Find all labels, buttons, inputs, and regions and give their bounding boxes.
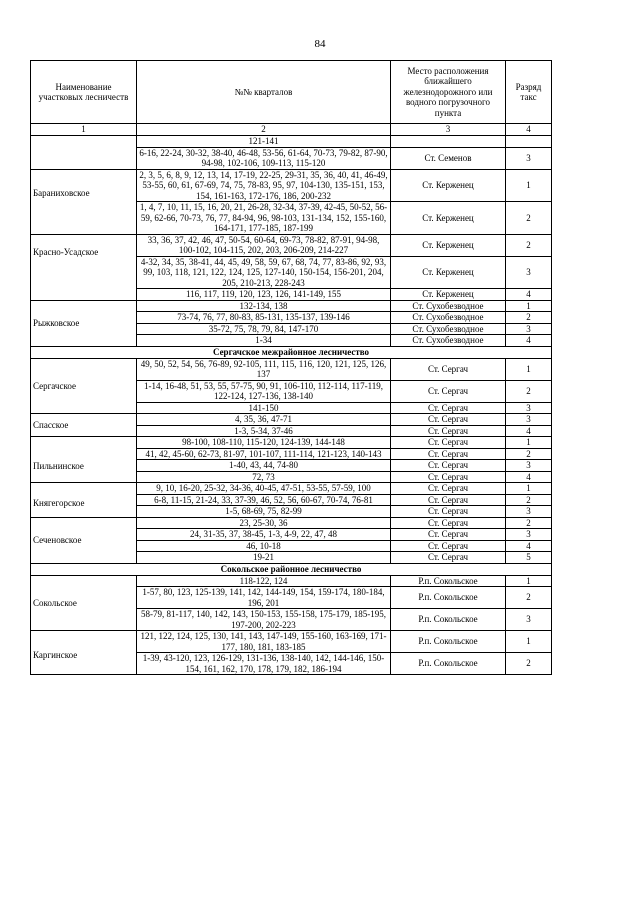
loading-point-cell: Ст. Сухобезводное xyxy=(391,335,506,347)
quarters-cell: 2, 3, 5, 6, 8, 9, 12, 13, 14, 17-19, 22-25, 29-31, 35, 36, 40, 41, 46-49, 53-55, 60, 61, 67-69, 74, 75, 78-83, 95, 97, 104-130, 135-151, 153, 154, 161-163, 172-176, 186, 200-232 xyxy=(137,169,391,202)
quarters-cell: 141-150 xyxy=(137,402,391,414)
tax-grade-cell: 4 xyxy=(506,335,552,347)
forestry-name-cell xyxy=(31,136,137,170)
tax-grade-cell: 2 xyxy=(506,312,552,324)
loading-point-cell: Ст. Керженец xyxy=(391,234,506,256)
table-row xyxy=(31,575,552,587)
forestry-name-cell: Пильнинское xyxy=(31,437,137,483)
loading-point-cell: Ст. Сергач xyxy=(391,517,506,529)
tax-grade-cell: 5 xyxy=(506,552,552,564)
quarters-cell: 49, 50, 52, 54, 56, 76-89, 92-105, 111, 115, 116, 120, 121, 125, 126, 137 xyxy=(137,358,391,380)
forestry-name-cell: Сеченовское xyxy=(31,517,137,563)
tax-grade-cell: 2 xyxy=(506,517,552,529)
tax-grade-cell: 2 xyxy=(506,202,552,235)
quarters-cell: 35-72, 75, 78, 79, 84, 147-170 xyxy=(137,323,391,335)
loading-point-cell xyxy=(391,136,506,148)
loading-point-cell: Ст. Сергач xyxy=(391,380,506,402)
tax-grade-cell: 3 xyxy=(506,402,552,414)
tax-grade-cell: 4 xyxy=(506,425,552,437)
tax-grade-cell: 1 xyxy=(506,358,552,380)
column-number: 2 xyxy=(137,124,391,136)
forestry-name-cell: Каргинское xyxy=(31,631,137,675)
quarters-cell: 116, 117, 119, 120, 123, 126, 141-149, 155 xyxy=(137,289,391,301)
tax-grade-cell: 1 xyxy=(506,300,552,312)
section-heading-row xyxy=(31,346,552,358)
loading-point-cell: Ст. Сергач xyxy=(391,402,506,414)
table-row xyxy=(31,631,552,653)
quarters-cell: 6-8, 11-15, 21-24, 33, 37-39, 46, 52, 56, 60-67, 70-74, 76-81 xyxy=(137,494,391,506)
column-number: 3 xyxy=(391,124,506,136)
tax-grade-cell: 3 xyxy=(506,609,552,631)
quarters-cell: 132-134, 138 xyxy=(137,300,391,312)
section-heading: Сергачское межрайонное лесничество xyxy=(31,346,552,358)
tax-grade-cell: 1 xyxy=(506,575,552,587)
loading-point-cell: Ст. Семенов xyxy=(391,147,506,169)
header-row xyxy=(31,61,552,124)
loading-point-cell: Ст. Керженец xyxy=(391,202,506,235)
tax-grade-cell: 1 xyxy=(506,631,552,653)
table-row xyxy=(31,169,552,202)
tax-grade-cell: 3 xyxy=(506,256,552,289)
forestry-name-cell: Сергачское xyxy=(31,358,137,414)
quarters-cell: 1-3, 5-34, 37-46 xyxy=(137,425,391,437)
loading-point-cell: Ст. Сергач xyxy=(391,540,506,552)
tax-grade-cell: 4 xyxy=(506,289,552,301)
table-row xyxy=(31,300,552,312)
forestry-name-cell: Княгегорское xyxy=(31,483,137,518)
quarters-cell: 121-141 xyxy=(137,136,391,148)
forestry-name-cell: Сокольское xyxy=(31,575,137,631)
quarters-cell: 1, 4, 7, 10, 11, 15, 16, 20, 21, 26-28, 32-34, 37-39, 42-45, 50-52, 56-59, 62-66, 70-73, 76, 77, 84-94, 96, 98-103, 131-134, 152, 155-160, 164-171, 177-185, 187-199 xyxy=(137,202,391,235)
tax-grade-cell: 1 xyxy=(506,483,552,495)
loading-point-cell: Р.п. Сокольское xyxy=(391,653,506,675)
quarters-cell: 98-100, 108-110, 115-120, 124-139, 144-148 xyxy=(137,437,391,449)
table-row xyxy=(31,517,552,529)
quarters-cell: 4, 35, 36, 47-71 xyxy=(137,414,391,426)
forestry-table xyxy=(30,60,552,675)
quarters-cell: 4-32, 34, 35, 38-41, 44, 45, 49, 58, 59, 67, 68, 74, 77, 83-86, 92, 93, 99, 103, 118, 121, 122, 124, 125, 127-140, 150-154, 156-201, 204, 205, 210-213, 228-243 xyxy=(137,256,391,289)
loading-point-cell: Ст. Керженец xyxy=(391,289,506,301)
loading-point-cell: Ст. Керженец xyxy=(391,256,506,289)
loading-point-cell: Ст. Сергач xyxy=(391,529,506,541)
quarters-cell: 1-14, 16-48, 51, 53, 55, 57-75, 90, 91, 106-110, 112-114, 117-119, 122-124, 127-136, 138-140 xyxy=(137,380,391,402)
tax-grade-cell: 3 xyxy=(506,460,552,472)
tax-grade-cell: 4 xyxy=(506,471,552,483)
header-quarters: №№ кварталов xyxy=(137,61,391,124)
loading-point-cell: Ст. Сергач xyxy=(391,460,506,472)
tax-grade-cell: 2 xyxy=(506,448,552,460)
section-heading-row xyxy=(31,563,552,575)
column-number: 4 xyxy=(506,124,552,136)
quarters-cell: 6-16, 22-24, 30-32, 38-40, 46-48, 53-56, 61-64, 70-73, 79-82, 87-90, 94-98, 102-106, 109-113, 115-120 xyxy=(137,147,391,169)
tax-grade-cell: 2 xyxy=(506,587,552,609)
table-row xyxy=(31,358,552,380)
section-heading: Сокольское районное лесничество xyxy=(31,563,552,575)
quarters-cell: 1-57, 80, 123, 125-139, 141, 142, 144-149, 154, 159-174, 180-184, 196, 201 xyxy=(137,587,391,609)
tax-grade-cell xyxy=(506,136,552,148)
header-tax-grade: Разряд такс xyxy=(506,61,552,124)
loading-point-cell: Ст. Сухобезводное xyxy=(391,312,506,324)
loading-point-cell: Ст. Сергач xyxy=(391,552,506,564)
quarters-cell: 1-40, 43, 44, 74-80 xyxy=(137,460,391,472)
loading-point-cell: Р.п. Сокольское xyxy=(391,587,506,609)
quarters-cell: 9, 10, 16-20, 25-32, 34-36, 40-45, 47-51, 53-55, 57-59, 100 xyxy=(137,483,391,495)
tax-grade-cell: 3 xyxy=(506,414,552,426)
forestry-name-cell: Бараниховское xyxy=(31,169,137,234)
loading-point-cell: Ст. Сергач xyxy=(391,494,506,506)
loading-point-cell: Ст. Сергач xyxy=(391,425,506,437)
loading-point-cell: Ст. Сергач xyxy=(391,471,506,483)
loading-point-cell: Ст. Сухобезводное xyxy=(391,300,506,312)
header-loading-point: Место расположения ближайшего железнодорожного или водного погрузочного пункта xyxy=(391,61,506,124)
loading-point-cell: Ст. Сергач xyxy=(391,448,506,460)
table-row xyxy=(31,234,552,256)
column-number: 1 xyxy=(31,124,137,136)
quarters-cell: 118-122, 124 xyxy=(137,575,391,587)
tax-grade-cell: 3 xyxy=(506,147,552,169)
table-row xyxy=(31,437,552,449)
loading-point-cell: Р.п. Сокольское xyxy=(391,575,506,587)
tax-grade-cell: 1 xyxy=(506,437,552,449)
loading-point-cell: Р.п. Сокольское xyxy=(391,631,506,653)
forestry-name-cell: Красно-Усадское xyxy=(31,234,137,300)
quarters-cell: 1-5, 68-69, 75, 82-99 xyxy=(137,506,391,518)
loading-point-cell: Ст. Сергач xyxy=(391,506,506,518)
tax-grade-cell: 2 xyxy=(506,380,552,402)
quarters-cell: 41, 42, 45-60, 62-73, 81-97, 101-107, 111-114, 121-123, 140-143 xyxy=(137,448,391,460)
column-number-row xyxy=(31,124,552,136)
tax-grade-cell: 3 xyxy=(506,529,552,541)
tax-grade-cell: 4 xyxy=(506,540,552,552)
header-forestry-name: Наименование участковых лесничеств xyxy=(31,61,137,124)
quarters-cell: 72, 73 xyxy=(137,471,391,483)
tax-grade-cell: 1 xyxy=(506,169,552,202)
forestry-name-cell: Рыжковское xyxy=(31,300,137,346)
tax-grade-cell: 2 xyxy=(506,494,552,506)
quarters-cell: 24, 31-35, 37, 38-45, 1-3, 4-9, 22, 47, 48 xyxy=(137,529,391,541)
page-number: 84 xyxy=(314,38,326,50)
table-row xyxy=(31,136,552,148)
loading-point-cell: Ст. Сухобезводное xyxy=(391,323,506,335)
loading-point-cell: Р.п. Сокольское xyxy=(391,609,506,631)
quarters-cell: 73-74, 76, 77, 80-83, 85-131, 135-137, 139-146 xyxy=(137,312,391,324)
loading-point-cell: Ст. Сергач xyxy=(391,437,506,449)
loading-point-cell: Ст. Сергач xyxy=(391,358,506,380)
quarters-cell: 1-39, 43-120, 123, 126-129, 131-136, 138-140, 142, 144-146, 150-154, 161, 162, 170, 178, 179, 182, 186-194 xyxy=(137,653,391,675)
quarters-cell: 23, 25-30, 36 xyxy=(137,517,391,529)
table-row xyxy=(31,483,552,495)
tax-grade-cell: 2 xyxy=(506,234,552,256)
loading-point-cell: Ст. Сергач xyxy=(391,483,506,495)
quarters-cell: 46, 10-18 xyxy=(137,540,391,552)
loading-point-cell: Ст. Керженец xyxy=(391,169,506,202)
tax-grade-cell: 2 xyxy=(506,653,552,675)
tax-grade-cell: 3 xyxy=(506,506,552,518)
quarters-cell: 33, 36, 37, 42, 46, 47, 50-54, 60-64, 69-73, 78-82, 87-91, 94-98, 100-102, 104-115, 202, 203, 206-209, 214-227 xyxy=(137,234,391,256)
table-row xyxy=(31,414,552,426)
quarters-cell: 19-21 xyxy=(137,552,391,564)
forestry-name-cell: Спасское xyxy=(31,414,137,437)
loading-point-cell: Ст. Сергач xyxy=(391,414,506,426)
quarters-cell: 121, 122, 124, 125, 130, 141, 143, 147-149, 155-160, 163-169, 171-177, 180, 181, 183-185 xyxy=(137,631,391,653)
quarters-cell: 58-79, 81-117, 140, 142, 143, 150-153, 155-158, 175-179, 185-195, 197-200, 202-223 xyxy=(137,609,391,631)
tax-grade-cell: 3 xyxy=(506,323,552,335)
quarters-cell: 1-34 xyxy=(137,335,391,347)
